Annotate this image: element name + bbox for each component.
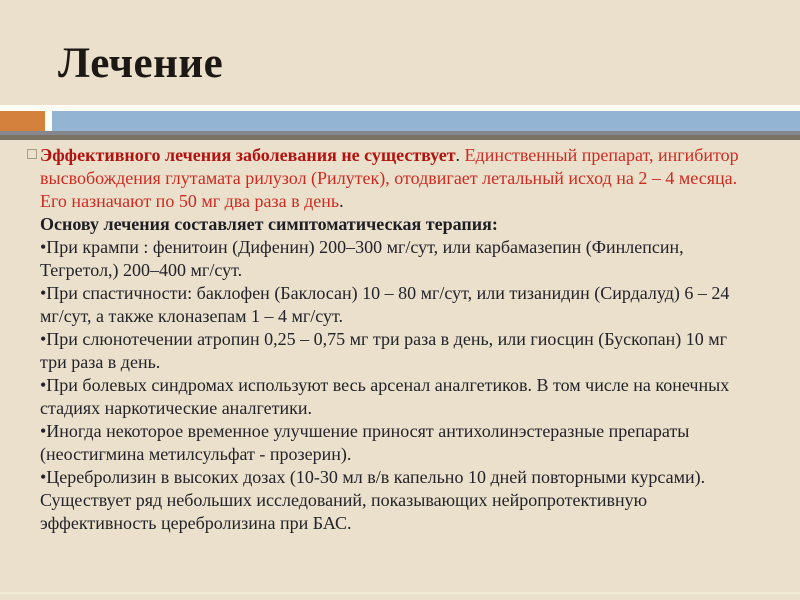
bottom-edge-line [0, 592, 800, 594]
text-segment: Основу лечения составляет симптоматическая терапия: [40, 214, 498, 234]
text-segment: . [339, 191, 344, 211]
body-paragraph [40, 236, 756, 282]
body-paragraph [40, 328, 756, 374]
text-segment: Единственный препарат, ингибитор высвобождения глутамата рилузол (Рилутек), отодвигает летальный исход на 2 – 4 месяца. Его назначают по 50 мг два раза в день [40, 145, 739, 211]
text-segment: •При болевых синдромах используют весь арсенал аналгетиков. В том числе на конечных стадиях наркотические аналгетики. [40, 375, 730, 418]
text-segment: •Церебролизин в высоких дозах (10-30 мл в/в капельно 10 дней повторными курсами). Существует ряд небольших исследований, показывающих нейропротективную эффективность церебролизина при БАС. [40, 467, 706, 533]
body-paragraph [40, 466, 756, 535]
body-paragraph [40, 374, 756, 420]
body-paragraph [40, 213, 756, 236]
square-bullet-icon [27, 149, 37, 159]
accent-orange-square [0, 111, 45, 131]
body-paragraph [40, 282, 756, 328]
body-paragraph [40, 144, 756, 213]
text-segment: •При слюнотечении атропин 0,25 – 0,75 мг три раза в день, или гиосцин (Бускопан) 10 мг три раза в день. [40, 329, 727, 372]
divider-line-brown [0, 135, 800, 140]
slide-title: Лечение [58, 40, 224, 87]
text-segment: •Иногда некоторое временное улучшение приносят антихолинэстеразные препараты (неостигмина метилсульфат - прозерин). [40, 421, 690, 464]
text-segment: . [455, 145, 465, 165]
text-segment: •При спастичности: баклофен (Баклосан) 10 – 80 мг/сут, или тизанидин (Сирдалуд) 6 – 24 мг/сут, а также клоназепам 1 – 4 мг/сут. [40, 283, 730, 326]
accent-blue-bar [52, 111, 800, 131]
text-segment: •При крампи : фенитоин (Дифенин) 200–300 мг/сут, или карбамазепин (Финлепсин, Тегретол,) 200–400 мг/сут. [40, 237, 684, 280]
text-segment: Эффективного лечения заболевания не существует [40, 145, 456, 165]
body-paragraph [40, 420, 756, 466]
body-text-block [40, 144, 756, 535]
